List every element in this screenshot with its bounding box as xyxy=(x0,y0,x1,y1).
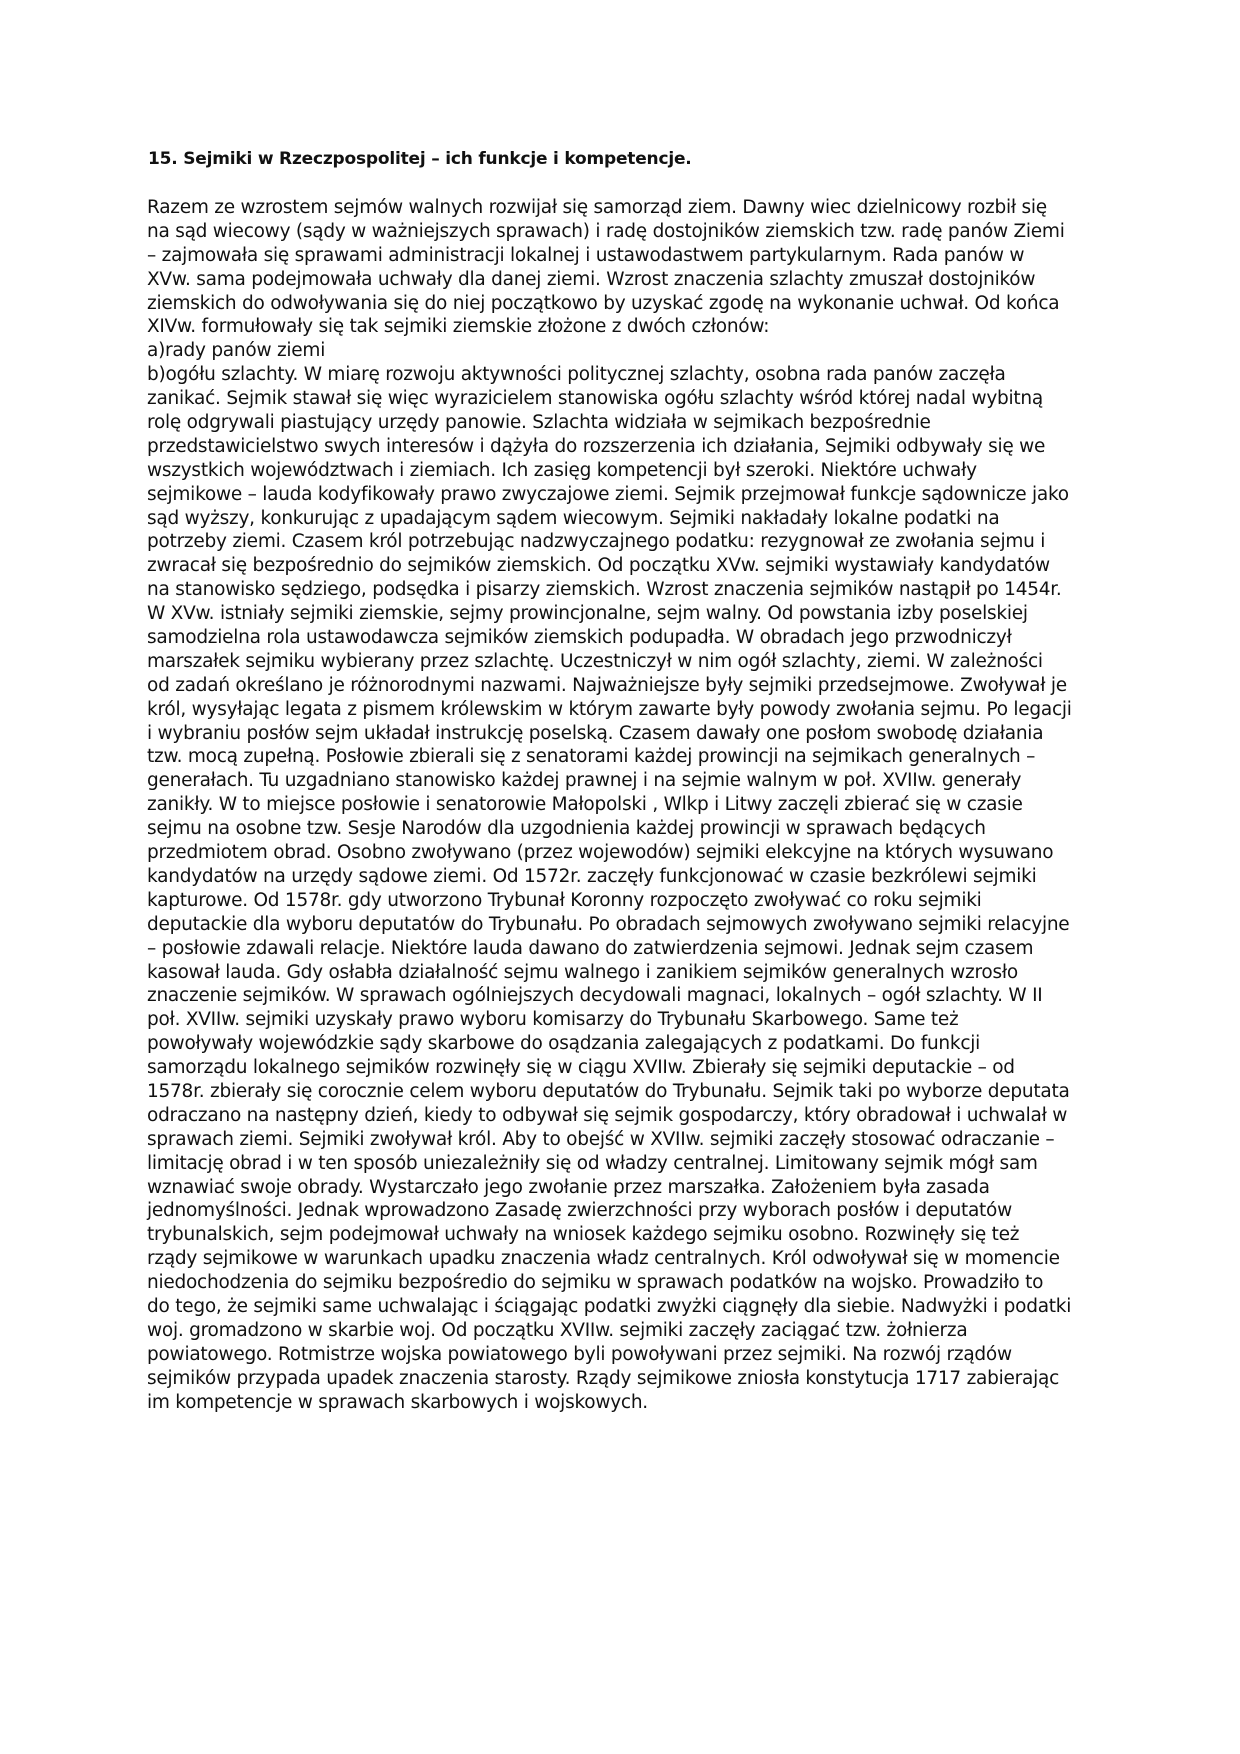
body-line: potrzeby ziemi. Czasem król potrzebując nadzwyczajnego podatku: rezygnował ze zwołania sejmu i xyxy=(147,531,1046,553)
body-line: deputackie dla wyboru deputatów do Trybunału. Po obradach sejmowych zwoływano sejmiki relacyjne xyxy=(147,913,1070,935)
document-title: 15. Sejmiki w Rzeczpospolitej – ich funkcje i kompetencje. xyxy=(148,149,692,169)
body-line: powoływały wojewódzkie sądy skarbowe do osądzania zalegających z podatkami. Do funkcji xyxy=(147,1033,981,1055)
body-line: do tego, że sejmiki same uchwalając i ściągając podatki zwyżki ciągnęły dla siebie. Nadwyżki i podatki xyxy=(147,1295,1072,1317)
body-line: i wybraniu posłów sejm układał instrukcję poselską. Czasem dawały one posłom swobodę działania xyxy=(147,722,1044,744)
body-line: jednomyślności. Jednak wprowadzono Zasadę zwierzchności przy wyborach posłów i deputatów xyxy=(147,1200,1012,1222)
body-line: trybunalskich, sejm podejmował uchwały na wniosek każdego sejmiku osobno. Rozwinęły się też xyxy=(147,1224,1020,1246)
body-line: poł. XVIIw. sejmiki uzyskały prawo wyboru komisarzy do Trybunału Skarbowego. Same też xyxy=(147,1009,959,1031)
body-line: niedochodzenia do sejmiku bezpośredio do sejmiku w sprawach podatków na wojsko. Prowadziło to xyxy=(147,1272,1044,1294)
body-line: zwracał się bezpośrednio do sejmików ziemskich. Od początku XVw. sejmiki wystawiały kandydatów xyxy=(147,555,1050,577)
body-line: przedstawicielstwo swych interesów i dążyła do rozszerzenia ich działania, Sejmiki odbywały się we xyxy=(147,435,1046,457)
body-line: sejmu na osobne tzw. Sesje Narodów dla uzgodnienia każdej prowincji w sprawach będących xyxy=(147,818,986,840)
body-line: marszałek sejmiku wybierany przez szlachtę. Uczestniczył w nim ogół szlachty, ziemi. W zależności xyxy=(147,650,1043,672)
body-line: tzw. mocą zupełną. Posłowie zbierali się z senatorami każdej prowincji na sejmikach generalnych – xyxy=(147,746,1036,768)
body-line: sąd wyższy, konkurując z upadającym sądem wiecowym. Sejmiki nakładały lokalne podatki na xyxy=(147,507,1000,529)
body-line: – zajmowała się sprawami administracji lokalnej i ustawodastwem partykularnym. Rada panów w xyxy=(147,244,1025,266)
body-line: sprawach ziemi. Sejmiki zwoływał król. Aby to obejść w XVIIw. sejmiki zaczęły stosować odraczanie – xyxy=(147,1128,1055,1150)
body-line: kasował lauda. Gdy osłabła działalność sejmu walnego i zanikiem sejmików generalnych wzrosło xyxy=(147,961,1018,983)
body-line: b)ogółu szlachty. W miarę rozwoju aktywności politycznej szlachty, osobna rada panów zaczęła xyxy=(147,364,1006,386)
body-line: ziemskich do odwoływania się do niej początkowo by uzyskać zgodę na wykonanie uchwał. Od końca xyxy=(147,292,1060,314)
body-line: sejmikowe – lauda kodyfikowały prawo zwyczajowe ziemi. Sejmik przejmował funkcje sądownicze jako xyxy=(147,483,1069,505)
body-line: wszystkich województwach i ziemiach. Ich zasięg kompetencji był szeroki. Niektóre uchwały xyxy=(147,459,977,481)
body-line: król, wysyłając legata z pismem królewskim w którym zawarte były powody zwołania sejmu. Po legacji xyxy=(147,698,1072,720)
body-line: wznawiać swoje obrady. Wystarczało jego zwołanie przez marszałka. Założeniem była zasada xyxy=(147,1176,990,1198)
body-line: im kompetencje w sprawach skarbowych i wojskowych. xyxy=(147,1391,648,1413)
body-line: rządy sejmikowe w warunkach upadku znaczenia władz centralnych. Król odwoływał się w momencie xyxy=(147,1248,1060,1270)
body-line: Razem ze wzrostem sejmów walnych rozwijał się samorząd ziem. Dawny wiec dzielnicowy rozbił się xyxy=(147,197,1047,218)
body-line: XIVw. formułowały się tak sejmiki ziemskie złożone z dwóch członów: xyxy=(147,316,770,338)
body-line: 1578r. zbierały się corocznie celem wyboru deputatów do Trybunału. Sejmik taki po wyborze deputata xyxy=(147,1080,1070,1102)
body-line: kandydatów na urzędy sądowe ziemi. Od 1572r. zaczęły funkcjonować w czasie bezkrólewi sejmiki xyxy=(147,865,1037,887)
body-line: woj. gromadzono w skarbie woj. Od początku XVIIw. sejmiki zaczęły zaciągać tzw. żołnierza xyxy=(147,1319,968,1341)
body-line: kapturowe. Od 1578r. gdy utworzono Trybunał Koronny rozpoczęto zwoływać co roku sejmiki xyxy=(147,889,982,911)
body-line: odraczano na następny dzień, kiedy to odbywał się sejmik gospodarczy, który obradował i uchwalał w xyxy=(147,1104,1068,1126)
body-line: od zadań określano je różnorodnymi nazwami. Najważniejsze były sejmiki przedsejmowe. Zwoływał je xyxy=(147,674,1067,696)
body-line: znaczenie sejmików. W sprawach ogólniejszych decydowali magnaci, lokalnych – ogół szlachty. W II xyxy=(147,985,1043,1007)
body-line: a)rady panów ziemi xyxy=(147,340,326,362)
body-line: W XVw. istniały sejmiki ziemskie, sejmy prowincjonalne, sejm walny. Od powstania izby poselskiej xyxy=(147,603,1028,625)
body-line: na sąd wiecowy (sądy w ważniejszych sprawach) i radę dostojników ziemskich tzw. radę panów Ziemi xyxy=(147,220,1065,242)
body-line: przedmiotem obrad. Osobno zwoływano (przez wojewodów) sejmiki elekcyjne na których wysuwano xyxy=(147,842,1054,864)
body-line: – posłowie zdawali relacje. Niektóre lauda dawano do zatwierdzenia sejmowi. Jednak sejm czasem xyxy=(147,937,1034,959)
body-line: zanikać. Sejmik stawał się więc wyrazicielem stanowiska ogółu szlachty wśród której nadal wybitną xyxy=(147,388,1043,410)
body-line: samodzielna rola ustawodawcza sejmików ziemskich podupadła. W obradach jego przwodniczył xyxy=(147,627,1012,649)
body-line: powiatowego. Rotmistrze wojska powiatowego byli powoływani przez sejmiki. Na rozwój rządów xyxy=(147,1343,1012,1365)
body-line: sejmików przypada upadek znaczenia starosty. Rządy sejmikowe zniosła konstytucja 1717 zabierając xyxy=(147,1367,1059,1389)
body-line: XVw. sama podejmowała uchwały dla danej ziemi. Wzrost znaczenia szlachty zmuszał dostojników xyxy=(147,268,1036,290)
body-line: limitację obrad i w ten sposób uniezależniły się od władzy centralnej. Limitowany sejmik mógł sam xyxy=(147,1152,1038,1174)
body-line: generałach. Tu uzgadniano stanowisko każdej prawnej i na sejmie walnym w poł. XVIIw. generały xyxy=(147,770,1022,792)
body-line: na stanowisko sędziego, podsędka i pisarzy ziemskich. Wzrost znaczenia sejmików nastąpił po 1454r. xyxy=(147,579,1062,601)
body-line: samorządu lokalnego sejmików rozwinęły się w ciągu XVIIw. Zbierały się sejmiki deputackie – od xyxy=(147,1057,1015,1079)
body-line: rolę odgrywali piastujący urzędy panowie. Szlachta widziała w sejmikach bezpośrednie xyxy=(147,412,931,434)
body-line: zanikły. W to miejsce posłowie i senatorowie Małopolski , Wlkp i Litwy zaczęli zbierać się w czasie xyxy=(147,794,1023,816)
document-body xyxy=(147,196,1107,1414)
